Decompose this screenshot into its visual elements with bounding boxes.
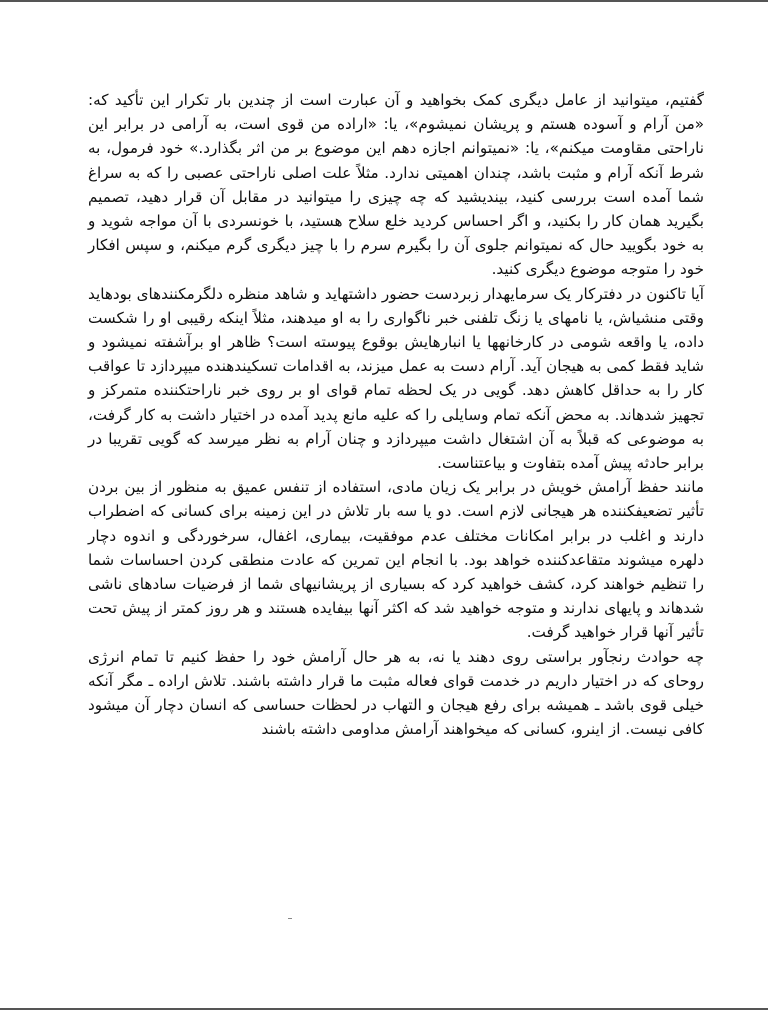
page-border-top [0, 0, 768, 2]
document-body [88, 88, 704, 741]
paragraph: گفتیم، میتوانید از عامل دیگری کمک بخواهید و آن عبارت است از چندین بار تکرار این تأکید که: «من آرام و آسوده هستم و پریشان نمیشوم»، یا: «اراده من قوی است، به آرامی در برابر این ناراحتی مقاومت میکنم»، یا: «نمیتوانم اجازه دهم این موضوع بر من اثر بگذارد.» خود فرمول، به شرط آنکه آرام و مثبت باشد، چندان اهمیتی ندارد. مثلاً علت اصلی ناراحتی عصبی را که به سراغ شما آمده است بررسی کنید، بیندیشید که چه چیزی را میتوانید در مقابل آن قرار دهید، تصمیم بگیرید همان کار را بکنید، و اگر احساس کردید خلع سلاح هستید، با خونسردی با آن مواجه شوید و به خود بگویید حال که نمیتوانم جلوی آن را بگیرم سرم را با چیز دیگری گرم میکنم، و سپس افکار خود را متوجه موضوع دیگری کنید. [88, 91, 704, 279]
paragraph: آیا تاکنون در دفترکار یک سرمایهدار زبردست حضور داشتهاید و شاهد منظره دلگرمکنندهای بودهاید وقتی منشیاش، یا نامهای یا زنگ تلفنی خبر ناگواری را به او میدهند، مثلاً اینکه رقیبی او را شکست داده، یا واقعه شومی در کارخانهها یا انبارهایش بوقوع پیوسته است؟ ظاهر او برآشفته نمیشود و شاید فقط کمی به هیجان آید. آرام دست به عمل میزند، به اقدامات تسکیندهنده میپردازد تا عواقب کار را به حداقل کاهش دهد. گویی در یک لحظه تمام قوای او بر روی خبر ناراحتکننده متمرکز و تجهیز شدهاند. به محض آنکه تمام وسایلی را که علیه مانع پدید آمده در اختیار داشت به کار گرفت، به موضوعی که قبلاً به آن اشتغال داشت میپردازد و چنان آرام به نظر میرسد که گویی تقریبا در برابر حادثه پیش آمده بتفاوت و بیاعتناست. [88, 284, 704, 473]
scan-mark [288, 918, 292, 919]
paragraph: چه حوادث رنجآور براستی روی دهند یا نه، به هر حال آرامش خود را حفظ کنیم تا تمام انرژی روحای که در اختیار داریم در خدمت قوای فعاله مثبت ما قرار داشته باشند. تلاش اراده ـ مگر آنکه خیلی قوی باشد ـ همیشه برای رفع هیجان و التهاب در لحظات حساسی که انسان دچار آن میشود کافی نیست. از اینرو، کسانی که میخواهند آرامش مداومی داشته باشند [88, 647, 704, 739]
paragraph: مانند حفظ آرامش خویش در برابر یک زیان مادی، استفاده از تنفس عمیق به منظور از بین بردن تأثیر تضعیفکننده هر هیجانی لازم است. دو یا سه بار تلاش در این زمینه برای کسانی که اضطراب دارند و اغلب در برابر امکانات مختلف عدم موفقیت، بیماری، اغفال، سرخوردگی و اندوه دچار دلهره میشوند متقاعدکننده خواهد بود. با انجام این تمرین که عادت منطقی کردن احساسات شما را تنظیم خواهند کرد، کشف خواهید کرد که بسیاری از پریشانیهای شما از فرضیات سادهای ناشی شدهاند و پایهای ندارند و متوجه خواهید شد که اکثر آنها بیفایده هستند و هر روز کمتر از پیش تحت تأثیر آنها قرار خواهید گرفت. [88, 478, 704, 642]
